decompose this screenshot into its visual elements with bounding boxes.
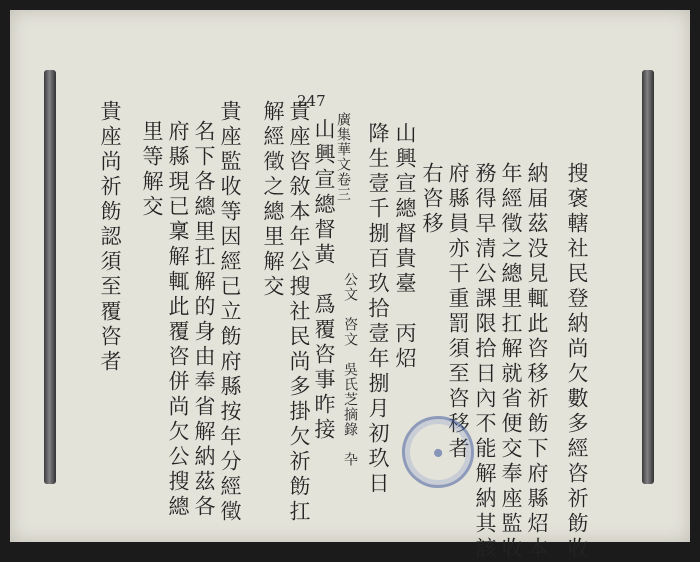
document-page (10, 10, 690, 562)
text-column-1: 搜褒轄社民登納尚欠數多經咨祈飭收 (565, 162, 589, 562)
text-column-3: 年經徵之總里扛解就省便交奉座監收 (499, 162, 523, 562)
text-column-15: 名下各總里扛解的身由奉省解納茲各 (192, 120, 216, 520)
text-column-7: 山興宣總督貴臺 丙炤 (393, 122, 417, 372)
text-column-10: 廣集華文卷三 (335, 112, 351, 202)
page-number: 247 (297, 92, 326, 110)
text-column-2: 納届茲没見輒此咨移祈飭下府縣炤本 (525, 162, 549, 562)
library-stamp: ⬤ (397, 411, 478, 492)
text-column-6: 右咨移 (420, 162, 444, 237)
text-column-9: 公文 咨文 吳氏芝摘錄 卆 (342, 272, 358, 467)
text-column-4: 務得早清公課限拾日內不能解納其該 (473, 162, 497, 562)
text-column-13: 解經徵之總里解交 (261, 100, 285, 300)
text-column-17: 里等解交 (140, 120, 164, 220)
text-column-12: 貴座咨敘本年公搜社民尚多掛欠祈飭扛 (287, 100, 311, 525)
text-column-16: 府縣現已稟解輒此覆咨併尚欠公搜總 (166, 120, 190, 520)
text-column-14: 貴座監收等因經已立飭府縣按年分經徵 (218, 100, 242, 525)
text-column-8: 降生壹千捌百玖拾壹年捌月初玖日 (366, 122, 390, 497)
binding-edge-left (44, 70, 56, 484)
binding-edge-right (642, 70, 654, 484)
text-column-5: 府縣員亦干重罰須至咨移者 (446, 162, 470, 462)
text-column-18: 貴座尚祈飭認須至覆咨者 (98, 100, 122, 375)
text-column-11: 山興宣總督黃 爲覆咨事昨接 (312, 118, 336, 443)
